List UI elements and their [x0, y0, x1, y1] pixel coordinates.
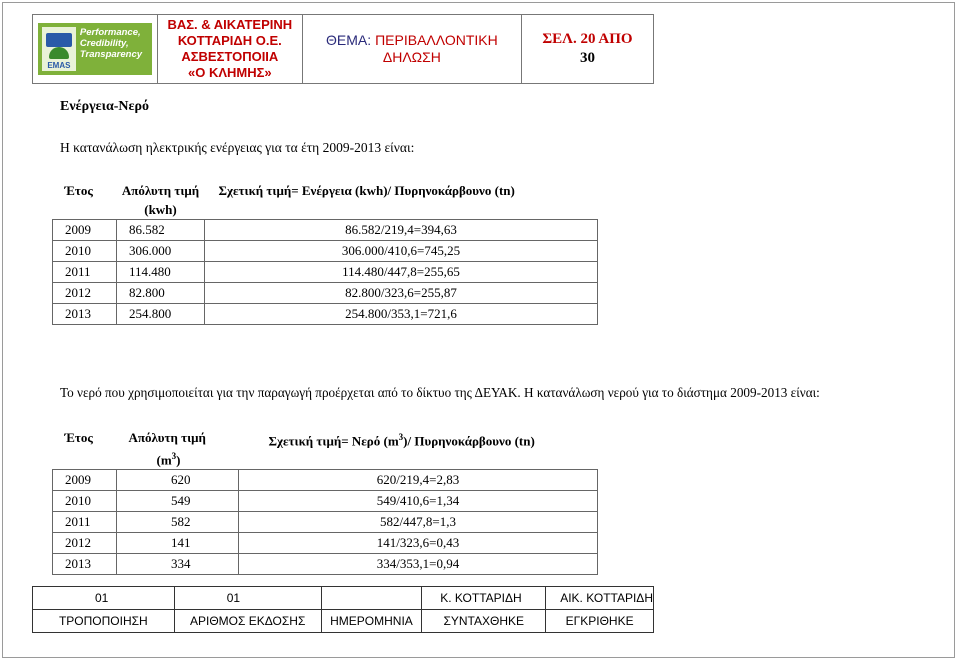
- table-row: 2010 549 549/410,6=1,34: [53, 491, 598, 512]
- document-footer: [32, 586, 654, 633]
- logo-cell: [33, 15, 158, 84]
- water-intro: Το νερό που χρησιμοποιείται για την παραγωγή προέρχεται από το δίκτυο της ΔΕΥΑΚ. Η κατανάλωση νερού για το διάστημα 2009-2013 είναι:: [60, 385, 820, 400]
- water-table: [52, 425, 598, 575]
- electricity-intro: Η κατανάλωση ηλεκτρικής ενέργειας για τα έτη 2009-2013 είναι:: [60, 140, 415, 155]
- emas-emblem-icon: [42, 27, 76, 71]
- footer-values: 01 01 Κ. ΚΟΤΤΑΡΙΔΗ ΑΙΚ. ΚΟΤΤΑΡΙΔΗ: [33, 587, 654, 610]
- table-row: 2012 141 141/323,6=0,43: [53, 533, 598, 554]
- footer-labels: ΤΡΟΠΟΠΟΙΗΣΗ ΑΡΙΘΜΟΣ ΕΚΔΟΣΗΣ ΗΜΕΡΟΜΗΝΙΑ ΣΥΝΤΑΧΘΗΚΕ ΕΓΚΡΙΘΗΚΕ: [33, 610, 654, 633]
- theme-label: ΘΕΜΑ:: [326, 32, 376, 48]
- emas-mark: EMAS: [47, 61, 71, 70]
- logo-slogan: Performance, Credibility, Transparency: [79, 27, 143, 60]
- table-row: 2009 86.582 86.582/219,4=394,63: [53, 220, 598, 241]
- table-row: 2009 620 620/219,4=2,83: [53, 470, 598, 491]
- table-row: 2013 254.800 254.800/353,1=721,6: [53, 304, 598, 325]
- company-name: ΒΑΣ. & ΑΙΚΑΤΕΡΙΝΗ ΚΟΤΤΑΡΙΔΗ Ο.Ε. ΑΣΒΕΣΤΟΠΟΙΙΑ «Ο ΚΛΗΜΗΣ»: [157, 15, 302, 84]
- table-row: 2011 114.480 114.480/447,8=255,65: [53, 262, 598, 283]
- emas-logo: [38, 23, 152, 75]
- electricity-table: [52, 178, 598, 325]
- table-header: Έτος Απόλυτη τιμή (kwh) Σχετική τιμή= Ενέργεια (kwh)/ Πυρηνοκάρβουνο (tn): [64, 183, 515, 217]
- table-row: 2010 306.000 306.000/410,6=745,25: [53, 241, 598, 262]
- section-title: Ενέργεια-Νερό: [60, 99, 149, 114]
- document-header: [32, 14, 654, 84]
- table-row: 2011 582 582/447,8=1,3: [53, 512, 598, 533]
- table-row: 2012 82.800 82.800/323,6=255,87: [53, 283, 598, 304]
- table-row: 2013 334 334/353,1=0,94: [53, 554, 598, 575]
- table-header: Έτος Απόλυτη τιμή $(m^3)$ Σχετική τιμή= Νερό $(m^3)/$ Πυρηνοκάρβουνο (tn): [64, 430, 535, 468]
- page-number: ΣΕΛ. 20 ΑΠΟ 30: [521, 15, 653, 84]
- document-theme: ΘΕΜΑ: ΠΕΡΙΒΑΛΛΟΝΤΙΚΗ ΔΗΛΩΣΗ: [302, 15, 521, 84]
